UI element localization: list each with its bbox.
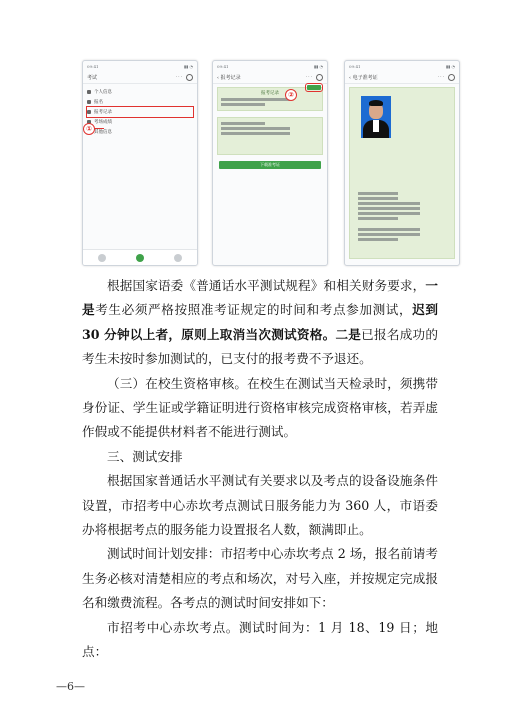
app-bar	[213, 72, 327, 84]
blurred-text	[221, 103, 265, 106]
admission-ticket	[349, 87, 455, 259]
menu-item-label: 报名	[94, 100, 103, 105]
records-icon	[87, 110, 91, 114]
status-bar: 09:41 ▮▮ ◔	[87, 64, 193, 69]
app-title: 考试	[87, 75, 98, 81]
menu-item-scores	[87, 117, 193, 127]
more-icon: ···	[175, 75, 183, 80]
paragraph-student-verification: （三）在校生资格审核。在校生在测试当天检录时，须携带身份证、学生证或学籍证明进行资格审核完成资格审核，若弄虚作假或不能提供材料者不能进行测试。	[82, 375, 438, 440]
blurred-text	[221, 98, 290, 101]
target-icon	[186, 74, 193, 81]
app-title: 电子准考证	[352, 75, 378, 81]
record-card	[217, 87, 323, 111]
app-screenshots	[82, 60, 455, 266]
app-bar	[83, 72, 197, 84]
record-card-header: 报考记录	[261, 91, 279, 96]
more-icon: ···	[305, 75, 313, 80]
blurred-text	[358, 197, 398, 200]
blurred-text	[221, 127, 290, 130]
blurred-text	[358, 212, 420, 215]
paragraph-capacity: 根据国家普通话水平测试有关要求以及考点的设备设施条件设置，市招考中心赤坎考点测试日服务能力为 360 人，市语委办将根据考点的服务能力设置报名人数，额满即止。	[82, 473, 438, 538]
paragraph-schedule: 测试时间计划安排：市招考中心赤坎考点 2 场，报名前请考生务必核对清楚相应的考点和场次，对号入座，并按规定完成报名和缴费流程。各考点的测试时间安排如下：	[82, 546, 438, 611]
section-heading-3: 三、测试安排	[107, 448, 183, 464]
exam-icon	[136, 254, 144, 262]
phone-screen-home	[82, 60, 198, 266]
phone-screen-ticket	[344, 60, 460, 266]
menu-item-register	[87, 97, 193, 107]
document-body	[82, 274, 438, 665]
back-icon: ‹	[349, 74, 351, 81]
status-bar: 09:41 ▮▮ ◔	[217, 64, 323, 69]
phone-screen-records	[212, 60, 328, 266]
mine-icon	[174, 254, 182, 262]
page-number: —6—	[56, 680, 85, 693]
back-icon: ‹	[217, 74, 219, 81]
menu-item-label: 报考记录	[94, 110, 112, 115]
home-icon	[98, 254, 106, 262]
exam-info-card	[217, 117, 323, 155]
blurred-text	[221, 122, 265, 125]
menu-item-label: 个人信息	[94, 90, 112, 95]
menu-list	[83, 84, 197, 140]
status-bar: 09:41 ▮▮ ◔	[349, 64, 455, 69]
blurred-text	[358, 207, 420, 210]
blurred-text	[358, 192, 398, 195]
download-ticket-button: 下载准考证	[219, 161, 321, 169]
target-icon	[316, 74, 323, 81]
menu-item-profile	[87, 87, 193, 97]
paragraph-rules: 根据国家语委《普通话水平测试规程》和相关财务要求，一是考生必须严格按照准考证规定的时间和考点参加测试，迟到30 分钟以上者，原则上取消当次测试资格。二是已报名成功的考生未按时参加测试的，已支付的报考费不予退还。	[82, 278, 439, 367]
bottom-nav	[83, 249, 197, 265]
callout-2: ②	[285, 89, 297, 101]
blurred-text	[358, 202, 420, 205]
app-bar	[345, 72, 459, 84]
blurred-text	[358, 217, 398, 220]
ticket-details	[358, 190, 446, 243]
candidate-photo	[361, 96, 391, 138]
menu-item-label: 考场成绩	[94, 120, 112, 125]
blurred-text	[358, 238, 398, 241]
person-icon	[87, 90, 91, 94]
blurred-text	[358, 233, 420, 236]
callout-1: ①	[83, 123, 95, 135]
view-ticket-button	[307, 85, 321, 90]
blurred-text	[358, 228, 420, 231]
paragraph-venue: 市招考中心赤坎考点。测试时间为：1 月 18、19 日；地点：	[82, 619, 438, 660]
more-icon: ···	[437, 75, 445, 80]
blurred-text	[221, 132, 290, 135]
register-icon	[87, 100, 91, 104]
menu-item-label: 其他信息	[94, 130, 112, 135]
app-title: 报考记录	[220, 75, 241, 81]
target-icon	[448, 74, 455, 81]
menu-item-records	[87, 107, 193, 117]
